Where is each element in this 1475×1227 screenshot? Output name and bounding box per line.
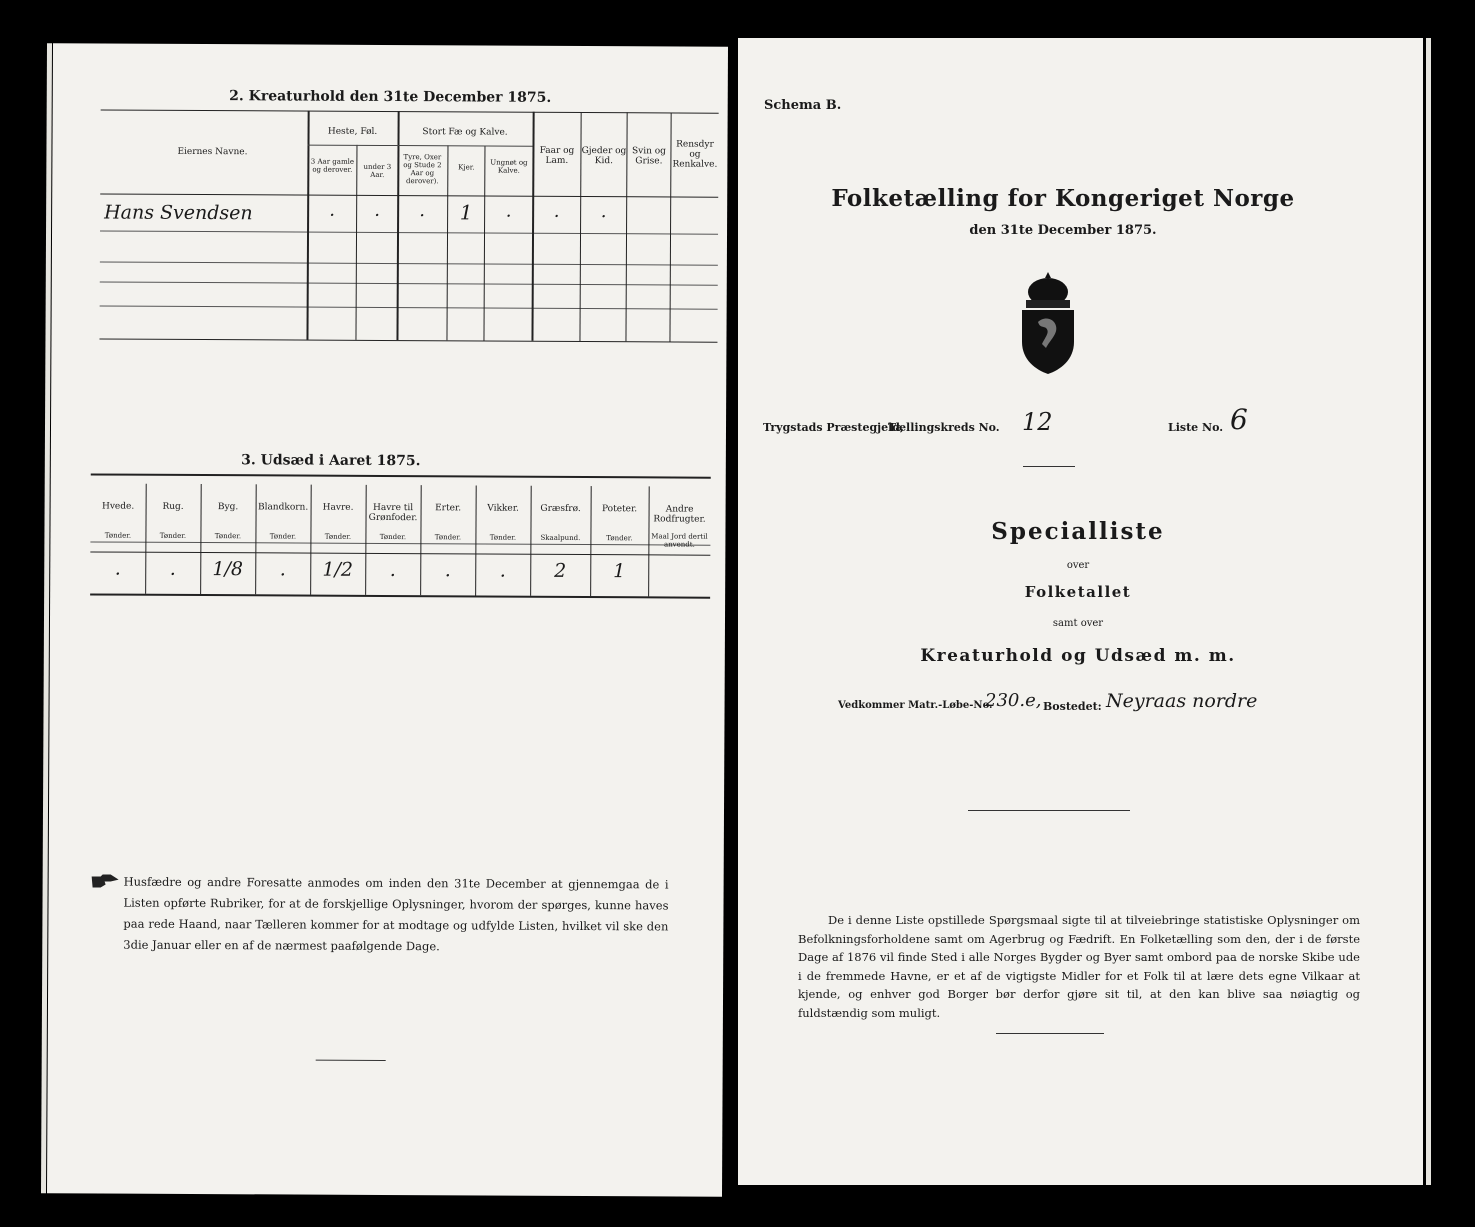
divider <box>1023 466 1075 467</box>
liste-label: Liste No. <box>1168 421 1224 434</box>
col-header-ungnot: Ungnøt og Kalve. <box>490 158 528 175</box>
col-unit-udsaed: Tønder. <box>606 534 633 543</box>
cell-udsaed: . <box>389 559 396 582</box>
divider <box>968 810 1130 811</box>
col-unit-udsaed: Tønder. <box>489 533 517 542</box>
parish-name: Trygstads Præstegjeld, <box>763 421 904 434</box>
section3-title: 3. Udsæd i Aaret 1875. <box>241 452 421 470</box>
col-header-udsaed: Byg. <box>217 502 239 513</box>
col-rule <box>483 146 485 341</box>
bostedet-value: Neyraas nordre <box>1106 690 1258 712</box>
cell-udsaed: 1/8 <box>212 558 244 581</box>
liste-number: 6 <box>1230 403 1248 436</box>
cell-udsaed: . <box>279 558 286 581</box>
col-header-owner: Eiernes Navne. <box>177 146 248 158</box>
specialliste-heading: Specialliste <box>991 518 1165 545</box>
left-page <box>47 43 728 1197</box>
col-unit-udsaed: Tønder. <box>269 532 297 541</box>
table-header-rule <box>90 551 710 555</box>
section2-title: 2. Kreaturhold den 31te December 1875. <box>229 88 552 106</box>
col-header-udsaed: Vikker. <box>487 503 519 514</box>
col-unit-udsaed: Tønder. <box>159 531 187 540</box>
matr-label: Vedkommer Matr.-Løbe-No. <box>838 700 993 711</box>
information-paragraph: De i denne Liste opstillede Spørgsmaal sigte til at tilveiebringe statistiske Oplysninger om Befolkningsforholdene samt om Agerbrug og Fædrift. En Folketælling som den, der i de første Dage af 1876 vil finde Sted i alle Norges Bygder og Byer samt ombord paa de norske Skibe ude i de fremmede Havne, er et af de vigtigste Midler for et Folk til at lære dets egne Vilkaar at kjende, og enhver god Borger bør derfor gjøre sit til, at den kan blive saa nøiagtig og fuldstændig som muligt. <box>798 913 1360 1020</box>
col-header-udsaed: Rug. <box>162 501 184 512</box>
col-header-kjer: Kjer. <box>458 163 475 172</box>
table-bottom-rule <box>90 593 710 598</box>
col-header-heste-3: 3 Aar gamle og derover. <box>310 157 354 174</box>
col-unit-udsaed: Tønder. <box>214 532 242 541</box>
folketallet-heading: Folketallet <box>1024 583 1132 601</box>
col-header-udsaed: Blandkorn. <box>257 502 309 513</box>
cell-udsaed: . <box>114 557 121 580</box>
bostedet-label: Bostedet: <box>1043 700 1102 713</box>
col-unit-udsaed: Tønder. <box>104 531 132 540</box>
col-header-tyre: Tyre, Oxer og Stude 2 Aar og derover). <box>403 153 442 186</box>
col-group-stort: Stort Fæ og Kalve. <box>422 127 508 138</box>
col-unit-udsaed: Skaalpund. <box>540 533 581 543</box>
norway-coat-of-arms-icon <box>1016 270 1080 376</box>
over-text: over <box>1066 560 1090 571</box>
pointing-hand-icon <box>91 873 119 887</box>
cell-heste-u3: . <box>374 199 381 221</box>
col-header-faar: Faar og Lam. <box>539 145 575 166</box>
samt-over-text: samt over <box>1052 618 1104 629</box>
kreds-number: 12 <box>1022 408 1053 436</box>
col-header-svin: Svin og Grise. <box>631 146 666 167</box>
divider <box>996 1033 1104 1034</box>
table-top-rule <box>91 473 711 478</box>
cell-tyre: . <box>419 200 426 222</box>
cell-faar: . <box>553 200 560 222</box>
col-unit-udsaed: Tønder. <box>434 533 462 542</box>
col-header-rensdyr: Rensdyr og Renkalve. <box>672 139 718 170</box>
subgroup-rule <box>307 145 397 146</box>
col-header-udsaed: Hvede. <box>101 501 135 512</box>
subgroup-rule <box>397 145 532 147</box>
col-unit-udsaed: Maal Jord dertil anvendt. <box>651 532 708 549</box>
notice-text: Husfædre og andre Foresatte anmodes om inden den 31te December at gjennemgaa de i Listen opførte Rubriker, for at de forskjellige Oplysninger, hvorom der spørges, kunne haves paa rede Haand, naar Tælleren kommer for at modtage og udfylde Listen, hvilket vil ske den 3die Januar eller en af de nærmest paafølgende Dage. <box>123 874 669 954</box>
cell-ungnot: . <box>505 200 512 222</box>
col-unit-udsaed: Tønder. <box>324 532 352 541</box>
cell-udsaed: 1/2 <box>322 558 354 581</box>
right-page <box>738 38 1423 1185</box>
divider <box>316 1060 386 1061</box>
owner-name: Hans Svendsen <box>104 201 253 225</box>
cell-udsaed: . <box>169 557 176 580</box>
cell-udsaed: . <box>444 559 451 582</box>
col-header-udsaed: Erter. <box>435 503 462 514</box>
cell-udsaed: 1 <box>613 560 626 583</box>
col-header-udsaed: Havre. <box>322 502 354 513</box>
schema-label: Schema B. <box>764 98 842 113</box>
cell-udsaed: . <box>499 559 506 582</box>
cell-udsaed: 2 <box>554 559 567 582</box>
col-unit-udsaed: Tønder. <box>379 532 407 542</box>
cell-gjeder: . <box>600 201 607 223</box>
col-header-heste-u3: under 3 Aar. <box>363 162 392 179</box>
main-title: Folketælling for Kongeriget Norge <box>831 185 1295 212</box>
main-subtitle: den 31te December 1875. <box>969 223 1157 238</box>
col-group-heste: Heste, Føl. <box>327 126 378 137</box>
kreaturhold-heading: Kreaturhold og Udsæd m. m. <box>920 646 1236 666</box>
cell-kjer: 1 <box>459 200 473 225</box>
col-header-udsaed: Poteter. <box>601 504 638 515</box>
col-rule <box>446 145 448 340</box>
matr-number: 230.e, <box>985 690 1042 711</box>
col-header-udsaed: Andre Rodfrugter. <box>653 504 706 525</box>
page-edge <box>1426 38 1431 1185</box>
col-header-udsaed: Græsfrø. <box>540 503 581 515</box>
kreds-label: Tællingskreds No. <box>888 421 1000 434</box>
col-header-gjeder: Gjeder og Kid. <box>581 146 627 167</box>
col-header-udsaed: Havre til Grønfoder. <box>368 502 418 524</box>
page-edge <box>41 43 52 1193</box>
cell-heste-3: . <box>329 199 336 221</box>
